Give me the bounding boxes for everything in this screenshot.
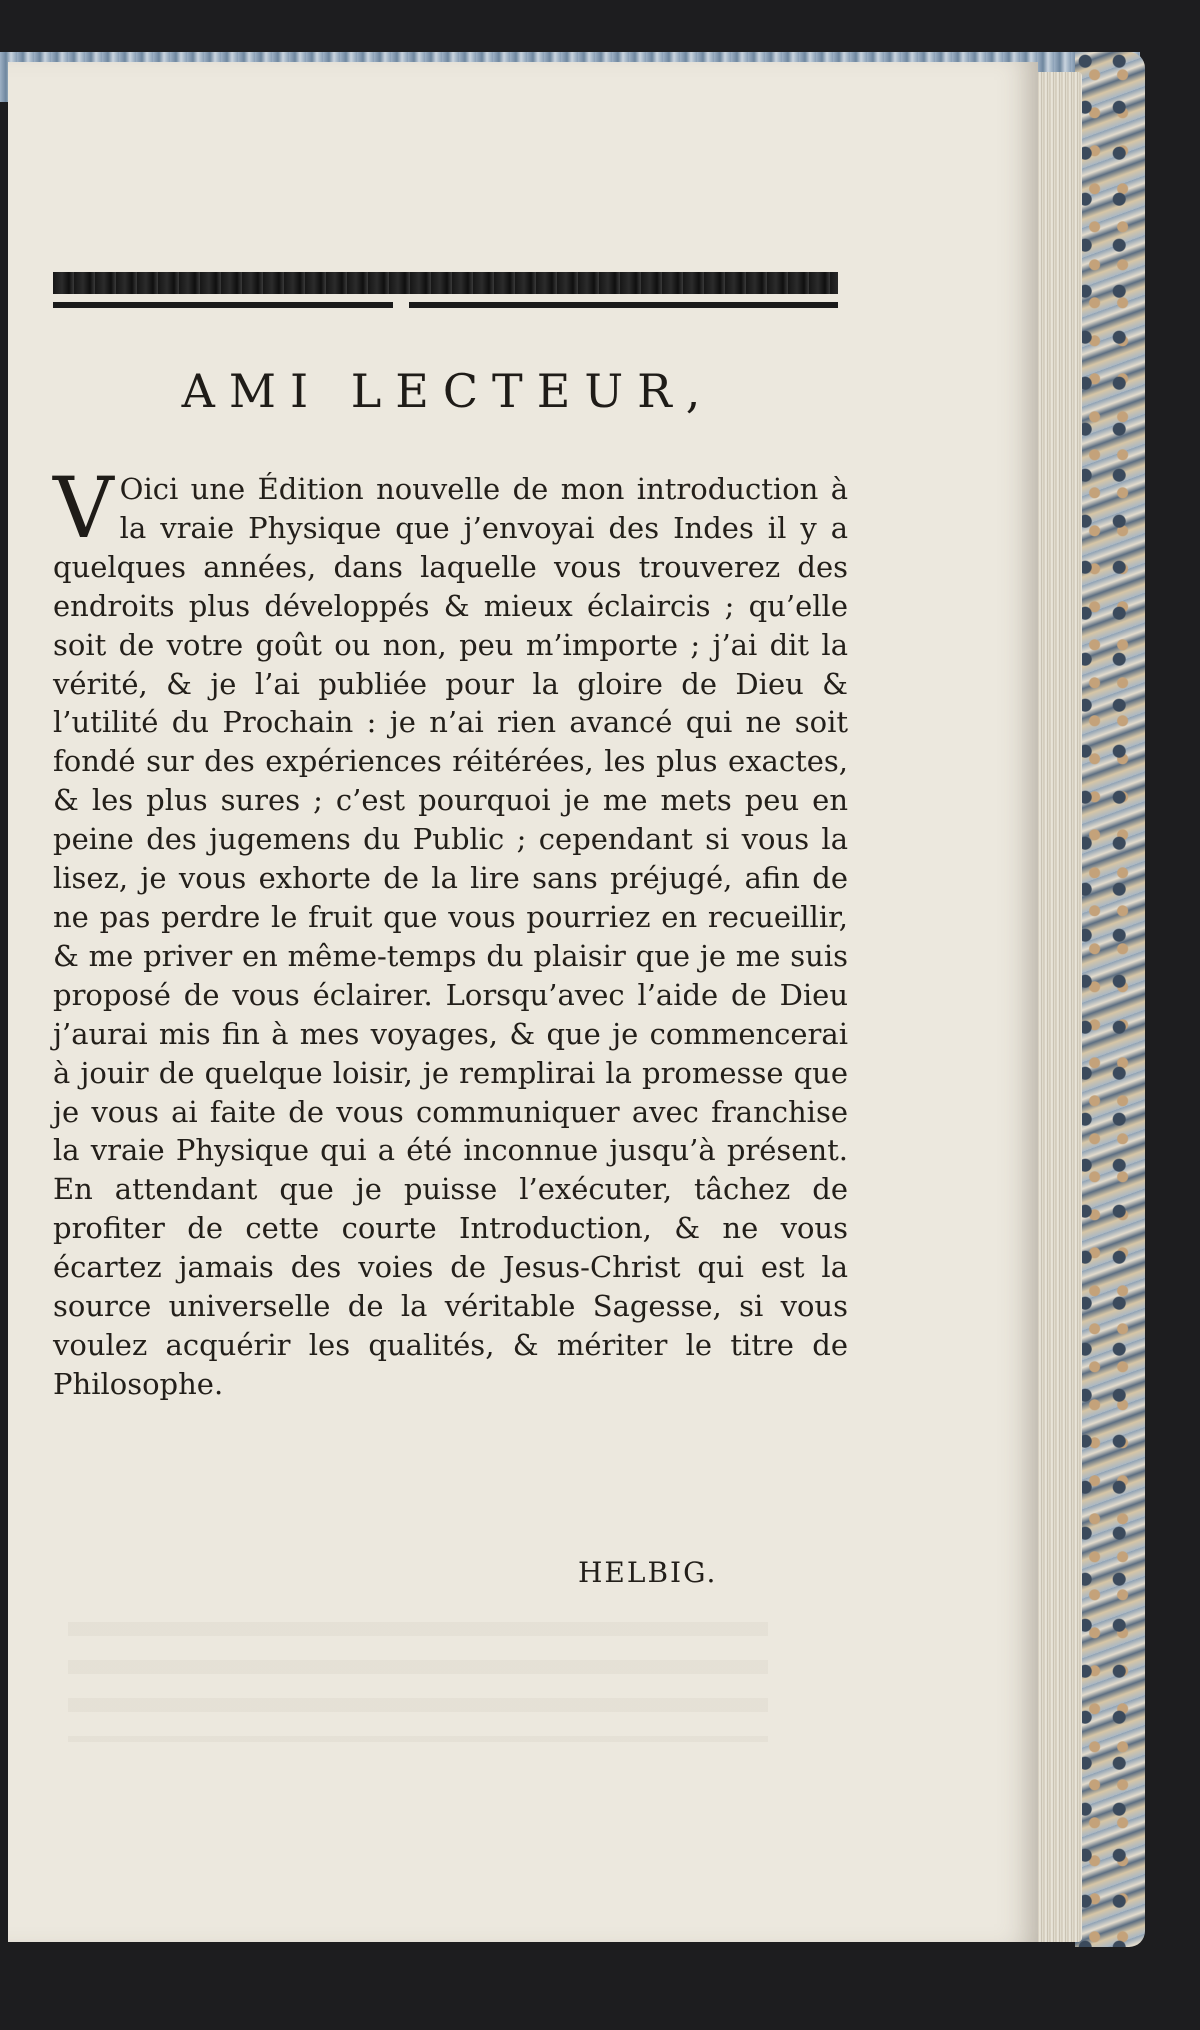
drop-cap: V: [53, 459, 114, 557]
show-through-text: [68, 1622, 768, 1742]
paragraph-text: Oici une Édition nouvelle de mon introduction à la vraie Physique que j’envoyai des Indes il y a quelques années, dans laquelle vous trouverez des endroits plus développés & mieux éclaircis ; qu’elle soit de votre goût ou non, peu m’importe ; j’ai dit la vérité, & je l’ai publiée pour la gloire de Dieu & l’utilité du Prochain : je n’ai rien avancé qui ne soit fondé sur des expériences réitérées, les plus exactes, & les plus sures ; c’est pourquoi je me mets peu en peine des jugemens du Public ; cependant si vous la lisez, je vous exhorte de la lire sans préjugé, afin de ne pas perdre le fruit que vous pourriez en recueillir, & me priver en même-temps du plaisir que je me suis proposé de vous éclairer. Lorsqu’avec l’aide de Dieu j’aurai mis fin à mes voyages, & que je commencerai à jouir de quelque loisir, je remplirai la promesse que je vous ai faite de vous communiquer avec franchise la vraie Physique qui a été inconnue jusqu’à présent. En attendant que je puisse l’exécuter, tâchez de profiter de cette courte Introduction, & ne vous écartez jamais des voies de Jesus-Christ qui est la source universelle de la véritable Sagesse, si vous voulez acquérir les qualités, & mériter le titre de Philosophe.: [53, 472, 848, 1401]
ornamental-rule: [53, 272, 838, 316]
body-paragraph: [53, 459, 848, 1404]
page-title: AMI LECTEUR,: [181, 364, 715, 418]
book-page: [8, 62, 1038, 1942]
signature: HELBIG.: [578, 1556, 718, 1589]
marbled-cover-edge: [1075, 52, 1145, 1947]
